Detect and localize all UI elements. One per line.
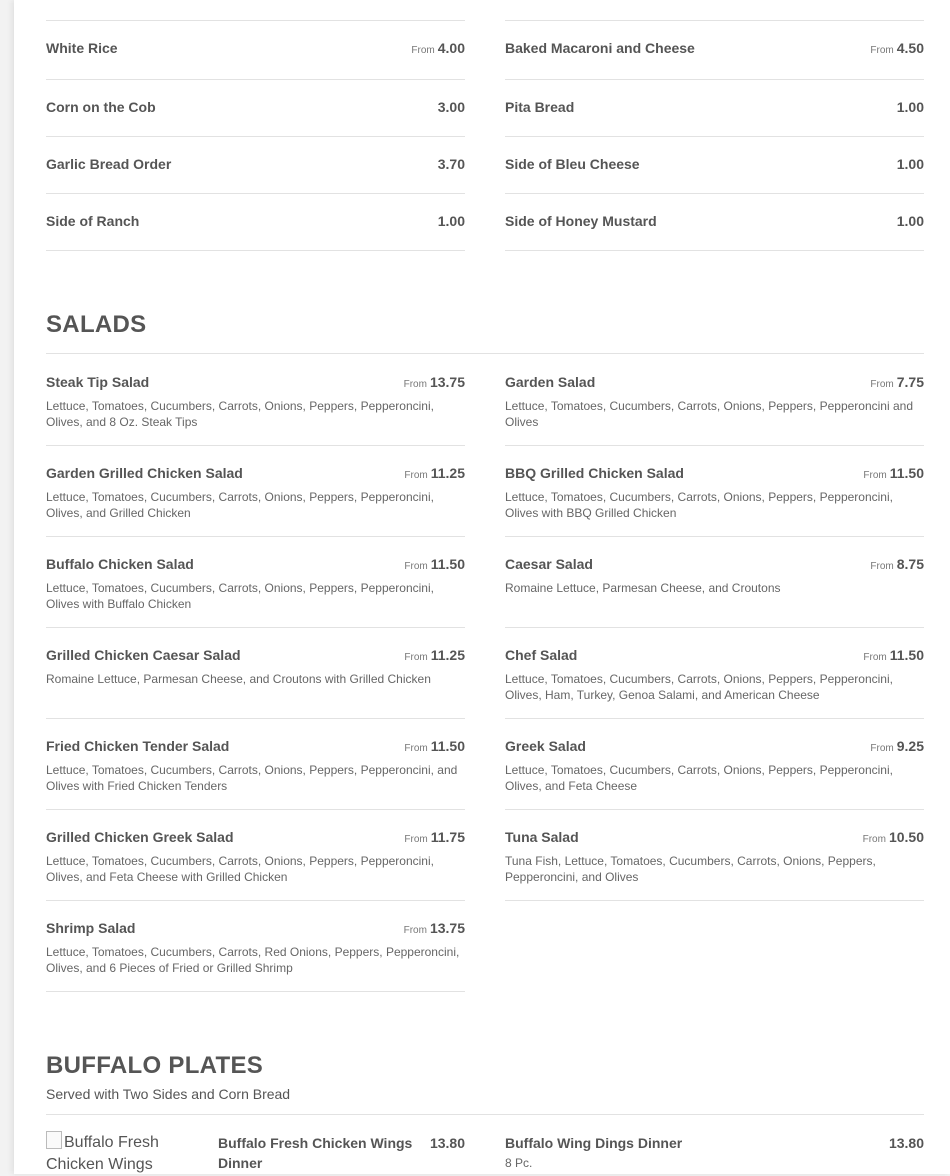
item-price: 1.00 <box>896 213 924 229</box>
item-description: Tuna Fish, Lettuce, Tomatoes, Cucumbers, Carrots, Onions, Peppers, Pepperoncini, and Olives <box>505 854 876 884</box>
item-name: Grilled Chicken Caesar Salad <box>46 647 241 663</box>
item-price: 1.00 <box>896 156 924 172</box>
item-name: Side of Honey Mustard <box>505 213 657 229</box>
menu-item[interactable] <box>46 97 465 137</box>
item-description: Romaine Lettuce, Parmesan Cheese, and Croutons with Grilled Chicken <box>46 672 431 686</box>
item-description: Lettuce, Tomatoes, Cucumbers, Carrots, Onions, Peppers, Pepperoncini, Olives, and Feta Cheese <box>505 763 893 793</box>
item-name: Garden Salad <box>505 374 596 390</box>
divider <box>505 20 924 21</box>
menu-item[interactable] <box>46 463 465 537</box>
item-description: Lettuce, Tomatoes, Cucumbers, Carrots, Onions, Peppers, Pepperoncini, Olives, and Feta Cheese with Grilled Chicken <box>46 854 434 884</box>
menu-item[interactable] <box>46 827 465 901</box>
item-price: 1.00 <box>896 99 924 115</box>
menu-item[interactable] <box>46 918 465 992</box>
section-title-buffalo-plates: BUFFALO PLATES <box>46 1052 264 1079</box>
item-description: Lettuce, Tomatoes, Cucumbers, Carrots, Onions, Peppers, Pepperoncini, Olives with Buffalo Chicken <box>46 581 434 611</box>
item-description: Lettuce, Tomatoes, Cucumbers, Carrots, Onions, Peppers, Pepperoncini, Olives, Ham, Turkey, Genoa Salami, and American Cheese <box>505 672 893 702</box>
item-name: Side of Ranch <box>46 213 140 229</box>
item-name: Buffalo Wing Dings Dinner <box>505 1135 683 1151</box>
item-name: Buffalo Chicken Salad <box>46 556 194 572</box>
section-divider <box>46 353 924 354</box>
menu-item[interactable] <box>505 1133 924 1174</box>
menu-item[interactable] <box>505 211 924 251</box>
item-description: Lettuce, Tomatoes, Cucumbers, Carrots, Red Onions, Peppers, Pepperoncini, Olives, and 6 Pieces of Fried or Grilled Shrimp <box>46 945 460 975</box>
item-name: Garlic Bread Order <box>46 156 172 172</box>
section-subtitle: Served with Two Sides and Corn Bread <box>46 1086 291 1102</box>
item-name: Fried Chicken Tender Salad <box>46 738 230 754</box>
menu-item[interactable] <box>46 154 465 194</box>
item-price: 3.70 <box>437 156 465 172</box>
broken-image-icon <box>46 1131 62 1149</box>
item-price: From 7.75 <box>870 374 924 390</box>
item-price: From 8.75 <box>870 556 924 572</box>
menu-item[interactable] <box>505 38 924 80</box>
item-price: From 13.75 <box>403 374 465 390</box>
item-price: From 11.50 <box>404 738 465 754</box>
item-price: From 11.25 <box>404 465 465 481</box>
menu-item[interactable] <box>46 372 465 446</box>
item-name: White Rice <box>46 40 118 56</box>
menu-item[interactable] <box>505 736 924 810</box>
divider <box>46 20 465 21</box>
item-name: Pita Bread <box>505 99 575 115</box>
menu-item[interactable] <box>505 154 924 194</box>
item-price: From 4.50 <box>870 40 924 56</box>
item-price: From 11.50 <box>404 556 465 572</box>
item-price: From 11.25 <box>404 647 465 663</box>
item-name: BBQ Grilled Chicken Salad <box>505 465 684 481</box>
item-description: Lettuce, Tomatoes, Cucumbers, Carrots, Onions, Peppers, Pepperoncini, and Olives with Fried Chicken Tenders <box>46 763 458 793</box>
item-price: From 9.25 <box>870 738 924 754</box>
menu-item[interactable] <box>505 463 924 537</box>
item-price: From 10.50 <box>862 829 924 845</box>
item-name: Greek Salad <box>505 738 586 754</box>
item-name: Corn on the Cob <box>46 99 156 115</box>
item-name: Shrimp Salad <box>46 920 136 936</box>
from-label: From <box>870 45 894 56</box>
menu-item[interactable] <box>46 645 465 719</box>
from-label: From <box>411 45 435 56</box>
item-name: Steak Tip Salad <box>46 374 150 390</box>
item-description: Lettuce, Tomatoes, Cucumbers, Carrots, Onions, Peppers, Pepperoncini, Olives, and Grilled Chicken <box>46 490 434 520</box>
item-description: 8 Pc. <box>505 1156 533 1170</box>
item-description: Romaine Lettuce, Parmesan Cheese, and Croutons <box>505 581 781 595</box>
item-price: 1.00 <box>437 213 465 229</box>
menu-item[interactable] <box>46 38 465 80</box>
menu-item[interactable] <box>505 97 924 137</box>
menu-item[interactable] <box>505 554 924 628</box>
item-description: Lettuce, Tomatoes, Cucumbers, Carrots, Onions, Peppers, Pepperoncini and Olives <box>505 399 913 429</box>
item-price: From 13.75 <box>403 920 465 936</box>
item-description: Lettuce, Tomatoes, Cucumbers, Carrots, Onions, Peppers, Pepperoncini, Olives with BBQ Grilled Chicken <box>505 490 893 520</box>
item-description: Lettuce, Tomatoes, Cucumbers, Carrots, Onions, Peppers, Pepperoncini, Olives, and 8 Oz. Steak Tips <box>46 399 434 429</box>
item-price: From 4.00 <box>411 40 465 56</box>
section-title-salads: SALADS <box>46 311 147 338</box>
section-divider <box>46 1114 924 1115</box>
item-price: 13.80 <box>888 1135 924 1151</box>
item-price: From 11.50 <box>863 465 924 481</box>
menu-item[interactable] <box>505 827 924 901</box>
item-name: Garden Grilled Chicken Salad <box>46 465 243 481</box>
item-price: From 11.75 <box>404 829 465 845</box>
item-name: Chef Salad <box>505 647 578 663</box>
item-price: From 11.50 <box>863 647 924 663</box>
item-name: Baked Macaroni and Cheese <box>505 40 695 56</box>
item-price: 3.00 <box>437 99 465 115</box>
item-name: Buffalo Fresh Chicken Wings Dinner <box>218 1135 413 1171</box>
menu-item[interactable] <box>46 736 465 810</box>
item-image[interactable]: Buffalo Fresh Chicken Wings <box>46 1131 196 1176</box>
menu-item[interactable] <box>46 211 465 251</box>
item-name: Caesar Salad <box>505 556 593 572</box>
item-price: 13.80 <box>429 1135 465 1151</box>
item-name: Grilled Chicken Greek Salad <box>46 829 234 845</box>
menu-item[interactable] <box>505 645 924 719</box>
item-name: Side of Bleu Cheese <box>505 156 640 172</box>
item-name: Tuna Salad <box>505 829 579 845</box>
menu-item[interactable] <box>505 372 924 446</box>
menu-item[interactable] <box>46 554 465 628</box>
menu-item[interactable] <box>218 1133 465 1174</box>
